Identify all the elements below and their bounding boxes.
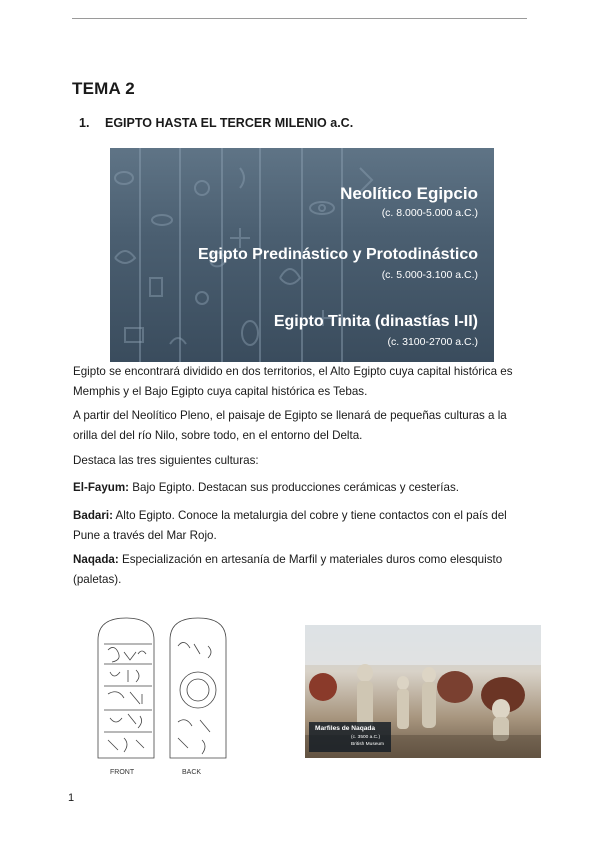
- culture-naqada: [73, 550, 525, 589]
- hero-title-2: Egipto Predinástico y Protodinástico: [197, 246, 478, 263]
- culture-text: Especialización en artesanía de Marfil y materiales duros como elesquisto (paletas).: [73, 553, 503, 586]
- paragraph-2: A partir del Neolítico Pleno, el paisaje de Egipto se llenará de pequeñas culturas a la orilla del del río Nilo, sobre todo, en el entorno del Delta.: [73, 409, 507, 442]
- hero-title-3: Egipto Tinita (dinastías I-II): [273, 313, 478, 330]
- culture-name: El-Fayum:: [73, 481, 130, 494]
- knife-handle-sketch: [90, 610, 240, 778]
- paragraph-3: Destaca las tres siguientes culturas:: [73, 454, 259, 467]
- caption-title: Marfiles de Naqada: [315, 725, 376, 732]
- caption-date: (c. 3500 a.C.): [351, 735, 381, 740]
- culture-badari: [73, 506, 525, 545]
- hero-subtitle-2: (c. 5.000-3.100 a.C.): [381, 269, 478, 281]
- section-title: EGIPTO HASTA EL TERCER MILENIO a.C.: [105, 116, 354, 130]
- culture-el-fayum: [73, 478, 525, 498]
- hero-subtitle-1: (c. 8.000-5.000 a.C.): [381, 207, 478, 219]
- naqada-ivories-photo: [305, 625, 541, 758]
- paragraph-1: Egipto se encontrará dividido en dos territorios, el Alto Egipto cuya capital histórica es Memphis y el Bajo Egipto cuya capital histórica es Tebas.: [73, 365, 513, 398]
- back-label: BACK: [182, 769, 202, 776]
- header-rule: [72, 18, 527, 19]
- section-number: 1.: [79, 116, 90, 130]
- photo-caption: [309, 722, 391, 752]
- page-number: 1: [68, 792, 75, 804]
- knife-handle-drawing: [90, 610, 240, 778]
- caption-source: British Museum: [351, 742, 385, 747]
- culture-text: Bajo Egipto. Destacan sus producciones cerámicas y cesterías.: [129, 481, 459, 494]
- culture-text: Alto Egipto. Conoce la metalurgia del cobre y tiene contactos con el país del Pune a través del Mar Rojo.: [73, 509, 507, 542]
- hero-image: [110, 148, 494, 362]
- hero-subtitle-3: (c. 3100-2700 a.C.): [387, 336, 478, 348]
- page-title: TEMA 2: [72, 79, 135, 98]
- front-label: FRONT: [110, 769, 135, 776]
- culture-name: Naqada:: [73, 553, 119, 566]
- hero-title-1: Neolítico Egipcio: [340, 184, 478, 203]
- culture-name: Badari:: [73, 509, 113, 522]
- section-heading: [79, 116, 353, 130]
